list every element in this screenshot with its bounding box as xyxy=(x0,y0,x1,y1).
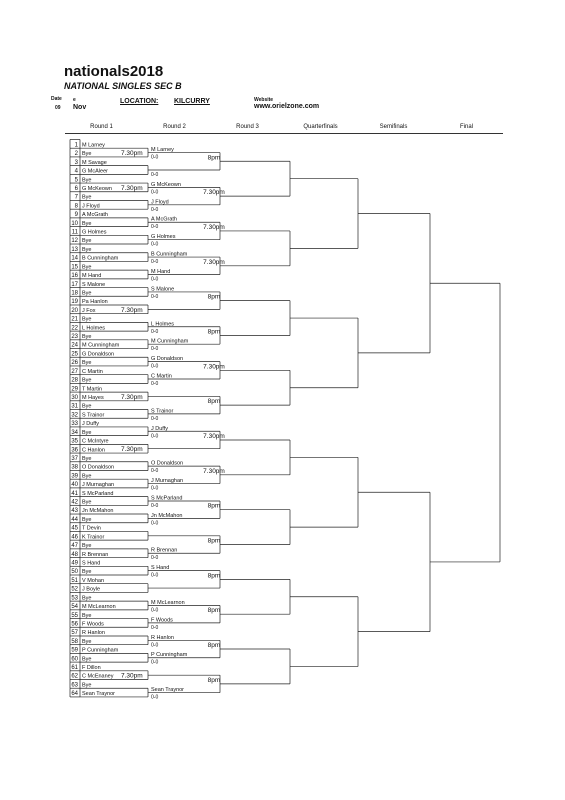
entry-name: Bye xyxy=(82,612,92,619)
entry-name: G McAleer xyxy=(82,168,108,175)
round-header-3: Round 3 xyxy=(236,124,259,130)
entry-name: M Savage xyxy=(82,159,107,166)
entry-number: 37 xyxy=(71,455,78,462)
date-month: Nov xyxy=(73,104,87,111)
entry-number: 53 xyxy=(71,595,78,602)
r2-name: S Malone xyxy=(151,286,175,293)
entry-number: 38 xyxy=(71,464,78,471)
round-header-2: Round 2 xyxy=(163,124,186,130)
entry-name: S McParland xyxy=(82,490,114,497)
match-time: 8pm xyxy=(207,398,221,406)
entry-number: 40 xyxy=(71,482,78,489)
r2-score: 0-0 xyxy=(151,468,159,475)
match-time: 8pm xyxy=(207,154,221,162)
entry-name: G McKeown xyxy=(82,185,112,192)
entry-number: 25 xyxy=(71,351,78,358)
entry-name: T Devin xyxy=(82,525,101,532)
r2-name: M Larney xyxy=(151,147,174,154)
entry-name: K Trainor xyxy=(82,534,105,541)
entry-number: 55 xyxy=(71,612,78,619)
location-value: KILCURRY xyxy=(174,98,210,105)
entry-name: C Martin xyxy=(82,368,103,375)
entry-number: 47 xyxy=(71,543,78,550)
match-time: 7.30pm xyxy=(203,363,225,371)
entry-name: J Boyle xyxy=(82,586,101,593)
entry-number: 56 xyxy=(71,621,78,628)
entry-number: 24 xyxy=(71,342,78,349)
r2-score: 0-0 xyxy=(151,433,159,440)
r2-score: 0-0 xyxy=(151,328,159,335)
r2-name: M Hand xyxy=(151,269,171,276)
entry-name: Bye xyxy=(82,403,92,410)
entry-number: 7 xyxy=(74,194,78,201)
r2-score: 0-0 xyxy=(151,206,159,213)
r2-name: Sean Traynor xyxy=(151,687,185,694)
r2-name: C Martin xyxy=(151,373,172,380)
entry-name: Bye xyxy=(82,455,92,462)
entry-number: 17 xyxy=(71,281,78,288)
match-time: 8pm xyxy=(207,642,221,650)
match-time: 8pm xyxy=(207,328,221,336)
entry-name: J Floyd xyxy=(82,203,100,210)
entry-name: P Cunningham xyxy=(82,647,119,654)
entry-number: 6 xyxy=(74,185,78,192)
match-time: 8pm xyxy=(207,676,221,684)
entry-number: 36 xyxy=(71,447,78,454)
entry-name: M Hand xyxy=(82,273,102,280)
r2-name: J Duffy xyxy=(151,425,169,432)
r2-score: 0-0 xyxy=(151,624,159,631)
entry-number: 21 xyxy=(71,316,78,323)
entry-name: M Hayes xyxy=(82,395,104,401)
entry-number: 60 xyxy=(71,656,78,663)
website-value: www.orielzone.com xyxy=(254,103,320,110)
entry-number: 28 xyxy=(71,377,78,384)
entry-name: T Martin xyxy=(82,386,103,393)
entry-number: 2 xyxy=(74,151,78,158)
match-time: 7.30pm xyxy=(121,446,143,454)
entry-number: 49 xyxy=(71,560,78,567)
match-time: 7.30pm xyxy=(121,184,143,192)
entry-number: 51 xyxy=(71,577,78,584)
entry-name: Bye xyxy=(82,638,92,645)
entry-number: 48 xyxy=(71,551,78,558)
round-header-4: Quarterfinals xyxy=(303,124,338,130)
entry-name: M McLearnon xyxy=(82,604,116,611)
r2-name: S McParland xyxy=(151,495,183,502)
r2-score: 0-0 xyxy=(151,363,159,370)
entry-number: 46 xyxy=(71,534,78,541)
entry-name: J Fox xyxy=(82,307,96,314)
r2-score: 0-0 xyxy=(151,642,159,649)
r2-score: 0-0 xyxy=(151,381,159,388)
match-time: 7.30pm xyxy=(121,150,143,158)
entry-number: 26 xyxy=(71,360,78,367)
entry-number: 13 xyxy=(71,246,78,253)
match-time: 7.30pm xyxy=(121,306,143,314)
entry-name: G Holmes xyxy=(82,229,107,236)
r2-name: S Hand xyxy=(151,565,170,572)
r2-score: 0-0 xyxy=(151,572,159,579)
entry-name: Bye xyxy=(82,569,92,576)
entry-number: 42 xyxy=(71,499,78,506)
match-time: 7.30pm xyxy=(203,258,225,266)
entry-name: Bye xyxy=(82,429,92,436)
entry-name: S Trainor xyxy=(82,412,105,419)
r2-name: J Murnaghan xyxy=(151,478,184,485)
entry-number: 63 xyxy=(71,682,78,689)
entry-number: 33 xyxy=(71,421,78,428)
r2-score: 0-0 xyxy=(151,555,159,562)
entry-name: Bye xyxy=(82,499,92,506)
entry-number: 23 xyxy=(71,334,78,341)
entry-name: Bye xyxy=(82,516,92,523)
entry-number: 30 xyxy=(71,395,78,401)
entry-name: O Donaldson xyxy=(82,464,115,471)
entry-number: 35 xyxy=(71,438,78,445)
entry-number: 50 xyxy=(71,569,78,576)
entry-name: R Brennan xyxy=(82,551,109,558)
date-day: 09 xyxy=(55,105,61,111)
entry-number: 44 xyxy=(71,516,78,523)
r2-name: P Cunningham xyxy=(151,652,188,659)
entry-number: 20 xyxy=(71,307,78,314)
entry-name: Bye xyxy=(82,316,92,323)
entry-number: 1 xyxy=(74,142,78,149)
entry-number: 18 xyxy=(71,290,78,297)
match-time: 7.30pm xyxy=(203,223,225,231)
website-label: Website xyxy=(254,97,274,103)
entry-name: Bye xyxy=(82,682,92,689)
entry-name: Bye xyxy=(82,151,92,158)
r2-name: J Floyd xyxy=(151,199,169,206)
entry-name: Bye xyxy=(82,656,92,663)
r2-name: S Trainor xyxy=(151,408,174,415)
r2-name: O Donaldson xyxy=(151,460,184,467)
entry-name: Bye xyxy=(82,473,92,480)
entry-name: Bye xyxy=(82,238,92,245)
entry-name: B Cunningham xyxy=(82,255,119,262)
match-time: 8pm xyxy=(207,537,221,545)
entry-name: Bye xyxy=(82,177,92,184)
entry-name: Bye xyxy=(82,377,92,384)
r2-score: 0-0 xyxy=(151,259,159,266)
entry-name: Bye xyxy=(82,360,92,367)
entry-name: S Malone xyxy=(82,281,106,288)
entry-number: 10 xyxy=(71,220,78,227)
r2-score: 0-0 xyxy=(151,154,159,161)
r2-score: 0-0 xyxy=(151,694,159,701)
entry-name: C McEnaney xyxy=(82,673,114,680)
r2-name: Jn McMahon xyxy=(151,512,183,519)
date-extra: e xyxy=(73,97,76,103)
entry-number: 4 xyxy=(74,168,78,175)
entry-number: 59 xyxy=(71,647,78,654)
entry-number: 39 xyxy=(71,473,78,480)
r2-name: R Hanlon xyxy=(151,634,174,641)
match-time: 7.30pm xyxy=(203,189,225,197)
entry-name: Jn McMahon xyxy=(82,508,114,515)
entry-number: 62 xyxy=(71,673,78,680)
entry-name: Bye xyxy=(82,264,92,271)
entry-name: C McIntyre xyxy=(82,438,109,445)
entry-name: F Woods xyxy=(82,621,104,628)
r2-name: A McGrath xyxy=(151,216,177,223)
r2-name: G Donaldson xyxy=(151,356,184,363)
entry-name: J Duffy xyxy=(82,421,100,428)
entry-name: L Holmes xyxy=(82,325,106,332)
entry-name: G Donaldson xyxy=(82,351,115,358)
r2-name: L Holmes xyxy=(151,321,175,328)
r2-score: 0-0 xyxy=(151,276,159,283)
entry-number: 11 xyxy=(71,229,78,236)
match-time: 8pm xyxy=(207,502,221,510)
entry-number: 58 xyxy=(71,638,78,645)
r2-score: 0-0 xyxy=(151,241,159,248)
entry-number: 57 xyxy=(71,630,78,637)
entry-name: Bye xyxy=(82,246,92,253)
r2-score: 0-0 xyxy=(151,346,159,353)
r2-name: B Cunningham xyxy=(151,251,188,258)
r2-name: M McLearnon xyxy=(151,599,185,606)
r2-score: 0-0 xyxy=(151,189,159,196)
round-header-1: Round 1 xyxy=(90,124,113,130)
entry-number: 9 xyxy=(74,212,78,219)
entry-number: 14 xyxy=(71,255,78,262)
entry-number: 15 xyxy=(71,264,78,271)
match-time: 7.30pm xyxy=(203,467,225,475)
entry-name: V Mohan xyxy=(82,577,105,584)
entry-number: 3 xyxy=(74,159,78,166)
r2-name: F Woods xyxy=(151,617,173,624)
entry-name: Bye xyxy=(82,290,92,297)
entry-number: 29 xyxy=(71,386,78,393)
entry-name: Bye xyxy=(82,194,92,201)
entry-name: J Murnaghan xyxy=(82,482,115,489)
entry-number: 5 xyxy=(74,177,78,184)
entry-number: 32 xyxy=(71,412,78,419)
entry-number: 34 xyxy=(71,429,78,436)
r2-score: 0-0 xyxy=(151,224,159,231)
r2-score: 0-0 xyxy=(151,520,159,527)
entry-name: M Larney xyxy=(82,142,105,149)
match-time: 8pm xyxy=(207,572,221,580)
entry-number: 41 xyxy=(71,490,78,497)
entry-name: Bye xyxy=(82,220,92,227)
entry-number: 31 xyxy=(71,403,78,410)
match-time: 8pm xyxy=(207,293,221,301)
entry-number: 64 xyxy=(71,691,78,698)
r2-name: G McKeown xyxy=(151,181,181,188)
entry-name: A McGrath xyxy=(82,212,108,219)
round-header-6: Final xyxy=(459,124,473,130)
location-label: LOCATION: xyxy=(120,98,159,105)
entry-number: 19 xyxy=(71,299,78,306)
page-subtitle: NATIONAL SINGLES SEC B xyxy=(64,81,182,91)
r2-score: 0-0 xyxy=(151,502,159,509)
entry-number: 12 xyxy=(71,238,78,245)
entry-name: Pa Hanlon xyxy=(82,299,108,306)
entry-number: 43 xyxy=(71,508,78,515)
match-time: 8pm xyxy=(207,607,221,615)
page-title: nationals2018 xyxy=(64,63,164,80)
entry-name: R Hanlon xyxy=(82,630,105,637)
r2-score: 0-0 xyxy=(151,659,159,666)
round-header-5: Semifinals xyxy=(379,124,408,130)
r2-score: 0-0 xyxy=(151,415,159,422)
r2-name: R Brennan xyxy=(151,547,178,554)
entry-number: 27 xyxy=(71,368,78,375)
r2-score: 0-0 xyxy=(151,485,159,492)
r2-name: G Holmes xyxy=(151,234,176,241)
entry-name: Bye xyxy=(82,595,92,602)
entry-name: C Hanlon xyxy=(82,447,105,454)
entry-number: 8 xyxy=(74,203,78,210)
entry-name: Bye xyxy=(82,334,92,341)
r2-score: 0-0 xyxy=(151,293,159,300)
match-time: 7.30pm xyxy=(203,432,225,440)
r2-score: 0-0 xyxy=(151,607,159,614)
entry-number: 16 xyxy=(71,273,78,280)
entry-number: 45 xyxy=(71,525,78,532)
r2-name: M Cunningham xyxy=(151,338,189,345)
entry-name: F Dillon xyxy=(82,665,101,672)
r2-score: 0-0 xyxy=(151,171,159,178)
entry-name: Sean Traynor xyxy=(82,691,116,698)
entry-number: 22 xyxy=(71,325,78,332)
entry-name: S Hand xyxy=(82,560,101,567)
match-time: 7.30pm xyxy=(121,393,143,401)
match-time: 7.30pm xyxy=(121,672,143,680)
date-label: Date xyxy=(51,96,62,102)
entry-number: 61 xyxy=(71,665,78,672)
entry-number: 54 xyxy=(71,604,78,611)
entry-number: 52 xyxy=(71,586,78,593)
entry-name: Bye xyxy=(82,543,92,550)
entry-name: M Cunningham xyxy=(82,342,120,349)
